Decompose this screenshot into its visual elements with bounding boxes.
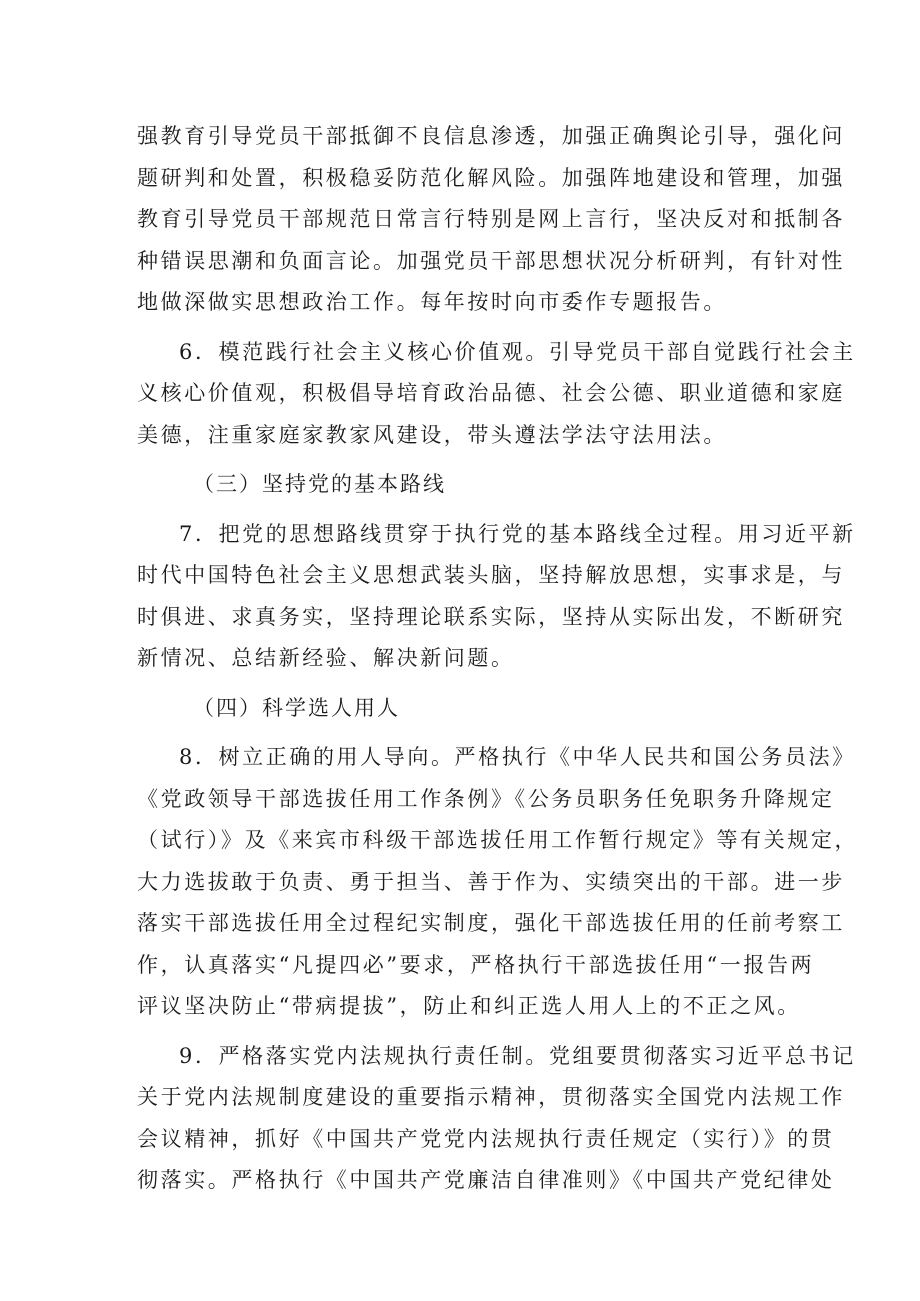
text-line: 强教育引导党员干部抵御不良信息渗透，加强正确舆论引导，强化问 [137,124,845,148]
heading-text: （四）科学选人用人 [193,695,400,720]
text-line: 《党政领导干部选拔任用工作条例》《公务员职务任免职务升降规定 [137,786,835,811]
section-heading-4 [137,688,797,730]
section-heading-3 [137,464,797,506]
text-line: 6．模范践行社会主义核心价值观。引导党员干部自觉践行社会主 [179,339,856,364]
paragraph-item-6 [137,332,856,457]
text-line: 大力选拔敢于负责、勇于担当、善于作为、实绩突出的干部。进一步 [137,869,845,894]
text-line: 美德，注重家庭家教家风建设，带头遵法学法守法用法。 [137,422,727,447]
text-line: 关于党内法规制度建设的重要指示精神，贯彻落实全国党内法规工作 [137,1085,845,1109]
paragraph-item-8 [137,737,859,1028]
paragraph-item-9 [137,1036,856,1202]
text-line: 9．严格落实党内法规执行责任制。党组要贯彻落实习近平总书记 [179,1043,856,1068]
text-line: 会议精神，抓好《中国共产党党内法规执行责任规定（实行）》的贯 [137,1126,835,1151]
text-line: 时俱进、求真务实，坚持理论联系实际，坚持从实际出发，不断研究 [137,604,845,629]
paragraph-item-7 [137,514,856,680]
text-line: 评议坚决防止“带病提拔”，防止和纠正选人用人上的不正之风。 [137,994,801,1018]
paragraph-intro [137,116,845,324]
text-line: 题研判和处置，积极稳妥防范化解风险。加强阵地建设和管理，加强 [137,165,845,190]
text-line: 7．把党的思想路线贯穿于执行党的基本路线全过程。用习近平新 [179,521,856,546]
text-line: 新情况、总结新经验、解决新问题。 [137,646,515,670]
text-line: 地做深做实思想政治工作。每年按时向市委作专题报告。 [137,290,727,314]
text-line: 教育引导党员干部规范日常言行特别是网上言行，坚决反对和抵制各 [137,207,845,231]
text-line: 作，认真落实“凡提四必”要求，严格执行干部选拔任用“一报告两 [137,952,815,977]
text-line: 8．树立正确的用人导向。严格执行《中华人民共和国公务员法》 [179,745,856,769]
document-body [137,116,859,1202]
text-line: 义核心价值观，积极倡导培育政治品德、社会公德、职业道德和家庭 [137,381,845,405]
text-line: （试行）》及《来宾市科级干部选拔任用工作暂行规定》等有关规定， [137,828,859,852]
text-line: 时代中国特色社会主义思想武装头脑，坚持解放思想，实事求是，与 [137,563,845,587]
text-line: 彻落实。严格执行《中国共产党廉洁自律准则》《中国共产党纪律处 [137,1168,835,1192]
text-line: 种错误思潮和负面言论。加强党员干部思想状况分析研判，有针对性 [137,248,845,273]
heading-text: （三）坚持党的基本路线 [193,472,446,496]
text-line: 落实干部选拔任用全过程纪实制度，强化干部选拔任用的任前考察工 [137,911,845,935]
